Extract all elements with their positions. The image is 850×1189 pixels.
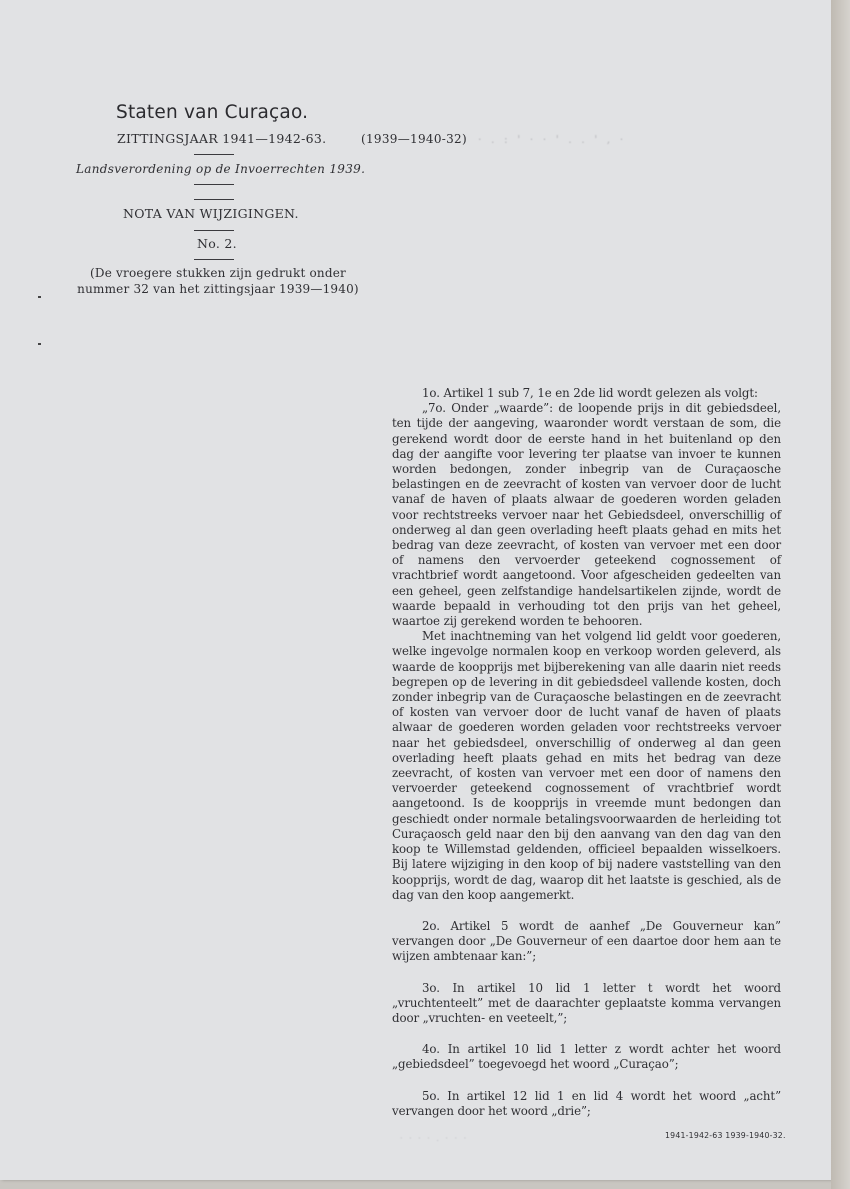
punch-mark <box>38 343 41 345</box>
footer-reference: 1941-1942-63 1939-1940-32. <box>665 1131 786 1140</box>
amendment-1-clause-7-second: Met inachtneming van het volgend lid geldt voor goederen, welke ingevolge normalen koop en verkoop worden geleverd, als waarde de koopprijs met bijberekening van alle daarin niet reeds begrepen op de levering in dit gebiedsdeel vallende kosten, doch zonder inbegrip van de Curaçaosche belastingen en de zeevracht of kosten van vervoer door de lucht vanaf de haven of plaats alwaar de goederen worden geladen voor rechtstreeks vervoer naar het gebiedsdeel, onverschillig of onderweg al dan geen overlading heeft plaats gehad en mits het bedrag van deze zeevracht, of kosten van vervoer met een door of namens den vervoerder geteekend cognossement of vrachtbrief wordt aangetoond. Is de koopprijs in vreemde munt bedongen dan geschiedt onder normale betalingsvoorwaarden de herleiding tot Curaçaosch geld naar den bij den aanvang van den dag van den koop te Willemstad geldenden, officieel bepaalden wisselkoers. Bij latere wijziging in den koop of bij nadere vaststelling van den koopprijs, wordt de dag, waarop dit het laatste is geschied, als de dag van den koop aangemerkt. <box>392 629 781 902</box>
document-number: No. 2. <box>197 236 237 251</box>
bleed-through-text: · . : ' · · ' . . ' , · <box>478 133 627 146</box>
divider <box>194 230 234 231</box>
session-year: ZITTINGSJAAR 1941—1942-63. <box>117 131 327 146</box>
divider <box>194 184 234 185</box>
amendment-4: 4o. In artikel 10 lid 1 letter z wordt achter het woord „gebiedsdeel” toegevoegd het woord „Curaçao”; <box>392 1042 781 1072</box>
amendment-3: 3o. In artikel 10 lid 1 letter t wordt het woord „vruchtenteelt” met de daarachter geplaatste komma vervangen door „vruchten- en veeteelt,”; <box>392 980 781 1025</box>
ordinance-title: Landsverordening op de Invoerrechten 1939. <box>76 162 366 176</box>
amendment-1-clause-7: „7o. Onder „waarde”: de loopende prijs in dit gebiedsdeel, ten tijde der aangeving, waaronder wordt verstaan de som, die gerekend wordt door de eerste hand in het buitenland op den dag der aangifte voor levering ter plaatse van invoer te kunnen worden bedongen, zonder inbegrip van de Curaçaosche belastingen en de zeevracht of kosten van vervoer door de lucht vanaf de haven of plaats alwaar de goederen worden geladen voor rechtstreeks vervoer naar het Gebiedsdeel, onverschillig of onderweg al dan geen overlading heeft plaats gehad en mits het bedrag van deze zeevracht, of kosten van vervoer met een door of namens den vervoerder geteekend cognossement of vrachtbrief wordt aangetoond. Voor afgescheiden gedeelten van een geheel, geen zelfstandige handelsartikelen zijnde, wordt de waarde bepaald in verhouding tot den prijs van het geheel, waartoe zij gerekend worden te behooren. <box>392 401 781 629</box>
bleed-through-footer: · · · · . · · · <box>400 1134 469 1143</box>
page-edge <box>831 0 850 1189</box>
nota-heading: NOTA VAN WIJZIGINGEN. <box>123 206 299 221</box>
amendment-text <box>392 386 781 1119</box>
previous-session: (1939—1940-32) <box>361 132 467 146</box>
document-title: Staten van Curaçao. <box>116 102 309 123</box>
divider <box>194 259 234 260</box>
divider <box>194 199 234 200</box>
punch-mark <box>38 296 41 298</box>
amendment-2: 2o. Artikel 5 wordt de aanhef „De Gouverneur kan” vervangen door „De Gouverneur of een daartoe door hem aan te wijzen ambtenaar kan:”; <box>392 918 781 964</box>
reference-note: (De vroegere stukken zijn gedrukt onder nummer 32 van het zittingsjaar 1939—1940) <box>77 266 359 296</box>
amendment-5: 5o. In artikel 12 lid 1 en lid 4 wordt het woord „acht” vervangen door het woord „drie”; <box>392 1088 781 1118</box>
amendment-1-intro: 1o. Artikel 1 sub 7, 1e en 2de lid wordt gelezen als volgt: <box>422 386 758 400</box>
divider <box>194 154 234 155</box>
